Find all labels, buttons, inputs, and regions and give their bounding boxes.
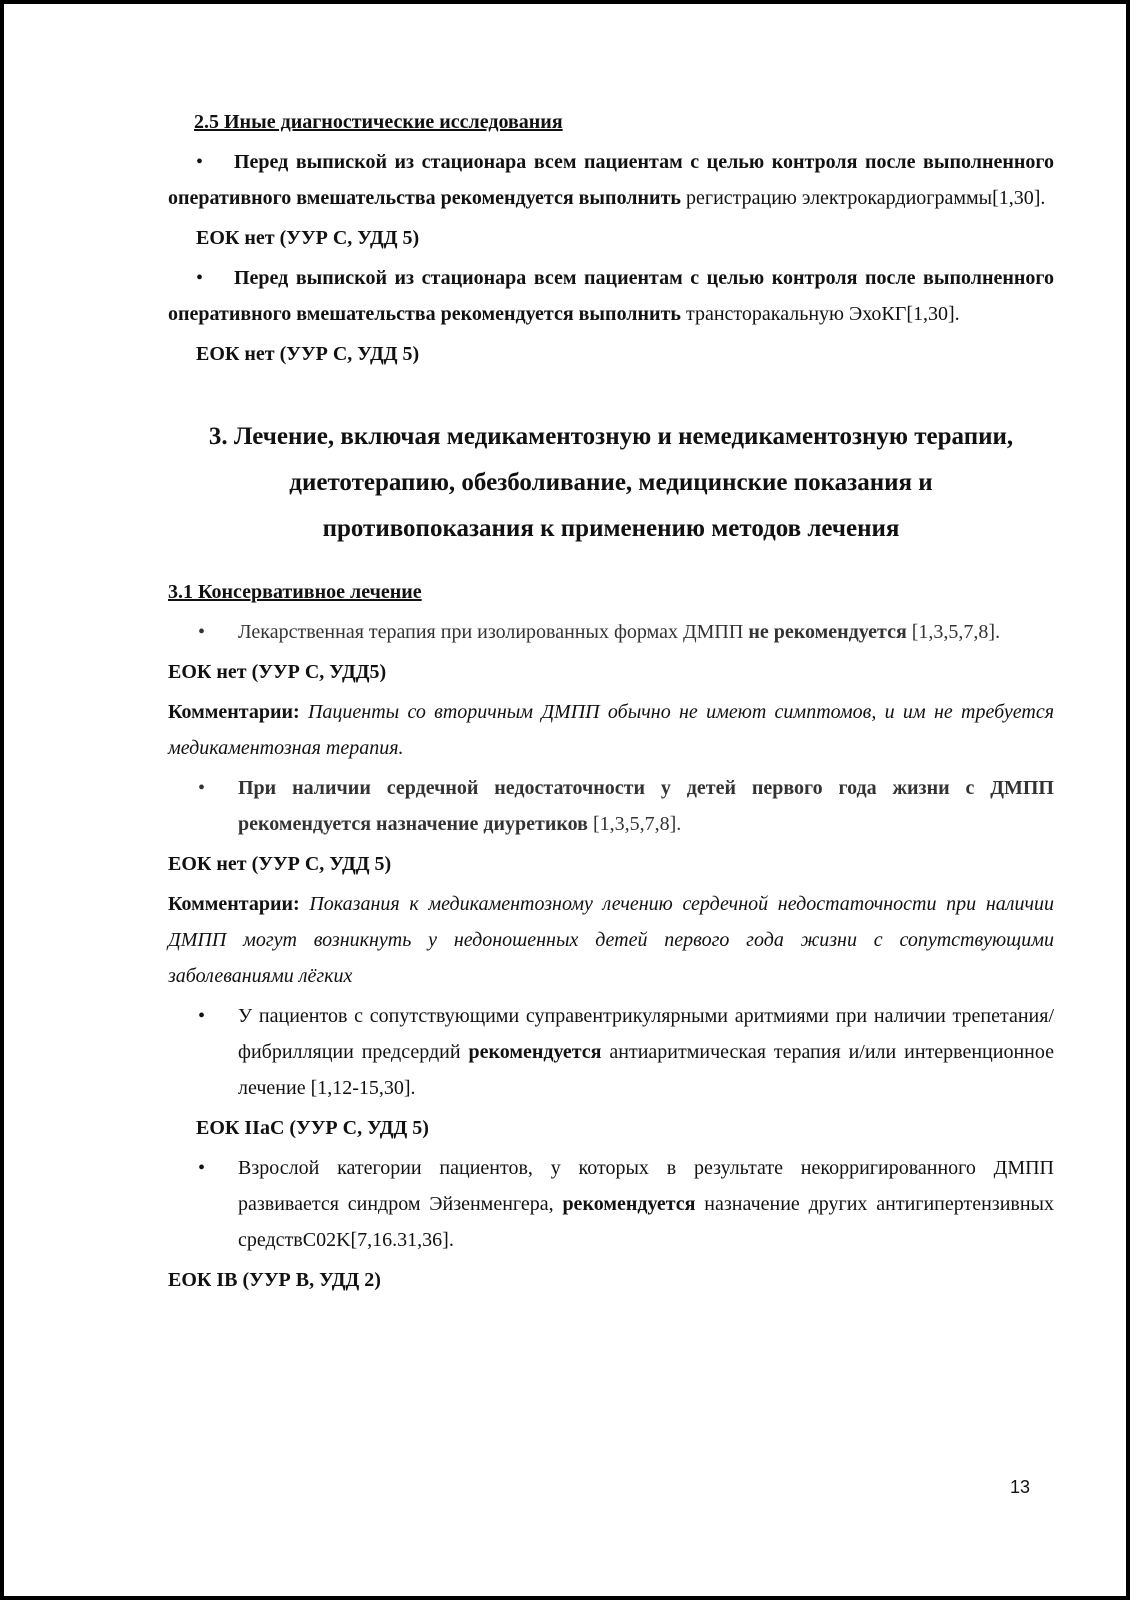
section-3-heading xyxy=(168,414,1054,552)
bullet-icon: • xyxy=(196,151,204,173)
section-3-heading-line-3: противопоказания к применению методов лечения xyxy=(322,515,900,542)
section-3-1-heading: 3.1 Консервативное лечение xyxy=(168,581,422,603)
page-number: 13 xyxy=(1009,1477,1030,1497)
section-3-1-eok-3: ЕОК IIaC (УУР С, УДД 5) xyxy=(196,1117,429,1139)
section-3-heading-line-2: диетотерапию, обезболивание, медицинские показания и xyxy=(289,469,933,496)
section-3-1-eok-2: ЕОК нет (УУР С, УДД 5) xyxy=(168,853,392,875)
section-3-1-comment-1: Комментарии: Пациенты со вторичным ДМПП обычно не имеют симптомов, и им не требуется медикаментозная терапия. xyxy=(168,701,1054,759)
page-content xyxy=(168,104,1054,1298)
section-3-1-item-3: • У пациентов с сопутствующими суправентрикулярными аритмиями при наличии трепетания/фибрилляции предсердий рекомендуется антиаритмическая терапия и/или интервенционное лечение [1,12-15,30]. xyxy=(168,998,1054,1106)
bullet-icon: • xyxy=(196,267,204,289)
section-3-1-eok-4: ЕОК IB (УУР В, УДД 2) xyxy=(168,1269,381,1291)
bullet-icon: • xyxy=(198,621,206,643)
section-2-5-eok-2: ЕОК нет (УУР С, УДД 5) xyxy=(196,343,420,365)
section-2-5-eok-1: ЕОК нет (УУР С, УДД 5) xyxy=(196,227,420,249)
section-3-1-item-1: • Лекарственная терапия при изолированных формах ДМПП не рекомендуется [1,3,5,7,8]. xyxy=(168,614,1054,650)
bullet-icon: • xyxy=(198,1157,206,1179)
section-3-1-eok-1: ЕОК нет (УУР С, УДД5) xyxy=(168,661,387,683)
section-3-heading-line-1: 3. Лечение, включая медикаментозную и немедикаментозную терапии, xyxy=(208,423,1014,450)
bullet-icon: • xyxy=(198,777,206,799)
section-2-5-item-1: • Перед выпиской из стационара всем пациентам с целью контроля после выполненного оперативного вмешательства рекомендуется выполнить регистрацию электрокардиограммы[1,30]. xyxy=(168,144,1054,216)
section-2-5-heading: 2.5 Иные диагностические исследования xyxy=(194,111,563,133)
section-3-1-item-2: • При наличии сердечной недостаточности у детей первого года жизни с ДМПП рекомендуется назначение диуретиков [1,3,5,7,8]. xyxy=(168,770,1054,842)
section-3-1-comment-2: Комментарии: Показания к медикаментозному лечению сердечной недостаточности при наличии ДМПП могут возникнуть у недоношенных детей первого года жизни с сопутствующими заболеваниями лёгких xyxy=(168,893,1054,987)
section-3-1-item-4: • Взрослой категории пациентов, у которых в результате некорригированного ДМПП развивается синдром Эйзенменгера, рекомендуется назначение других антигипертензивных средствC02K[7,16.31,36]. xyxy=(168,1150,1054,1258)
section-2-5-item-2: • Перед выпиской из стационара всем пациентам с целью контроля после выполненного оперативного вмешательства рекомендуется выполнить трансторакальную ЭхоКГ[1,30]. xyxy=(168,260,1054,332)
bullet-icon: • xyxy=(198,1005,206,1027)
